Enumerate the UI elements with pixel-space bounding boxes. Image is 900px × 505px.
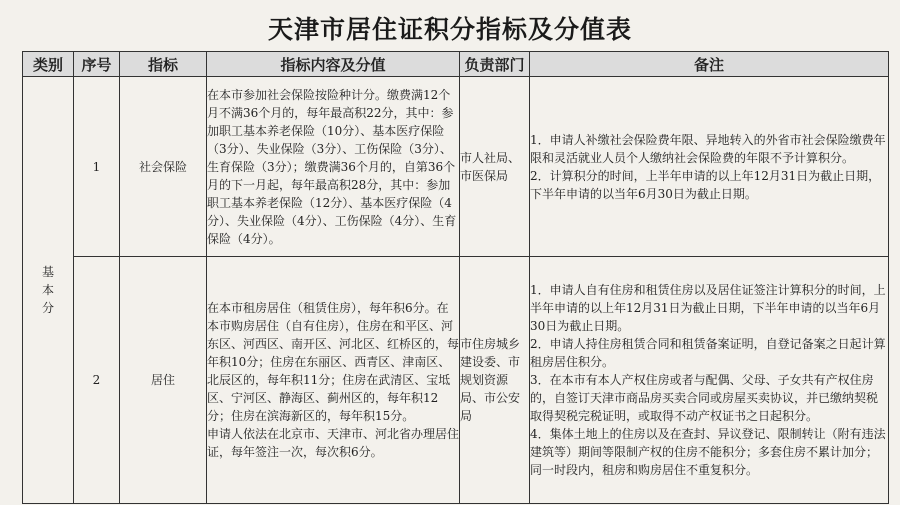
- table-row: [23, 77, 889, 257]
- seq-cell: 1: [74, 77, 120, 257]
- header-seq: 序号: [74, 52, 120, 77]
- content-text: 在本市参加社会保险按险种计分。缴费满12个月不满36个月的，每年最高积22分，其中：参加职工基本养老保险（10分）、基本医疗保险（3分）、失业保险（3分）、工伤保险（3分）、生育保险（3分）；缴费满36个月的，自第36个月的下一月起，每年最高积28分，其中：参加职工基本养老保险（12分）、基本医疗保险（4分）、失业保险（4分）、工伤保险（4分）、生育保险（4分）。: [207, 87, 457, 246]
- content-cell: [207, 257, 460, 504]
- content-text: 在本市租房居住（租赁住房），每年积6分。在本市购房居住（自有住房），住房在和平区、河东区、河西区、南开区、河北区、红桥区的，每年积10分；住房在东丽区、西青区、津南区、北辰区的，每年积11分；住房在武清区、宝坻区、宁河区、静海区、蓟州区的，每年积12分；住房在滨海新区的，每年积15分。: [207, 301, 460, 423]
- indicator-cell: 社会保险: [120, 77, 207, 257]
- note-item: 2．申请人持住房租赁合同和租赁备案证明，自登记备案之日起计算租房居住积分。: [530, 337, 886, 369]
- note-cell: [530, 257, 889, 504]
- score-table: [22, 51, 889, 504]
- table-header-row: [23, 52, 889, 77]
- note-item: 1．申请人自有住房和租赁住房以及居住证签注计算积分的时间，上半年申请的以上年12月31日为截止日期，下半年申请的以当年6月30日为截止日期。: [530, 283, 886, 333]
- note-item: 1．申请人补缴社会保险费年限、异地转入的外省市社会保险缴费年限和灵活就业人员个人缴纳社会保险费的年限不予计算积分。: [530, 132, 886, 165]
- table-row: [23, 257, 889, 504]
- indicator-cell: 居住: [120, 257, 207, 504]
- category-char: 分: [41, 301, 54, 315]
- dept-cell: 市住房城乡建设委、市规划资源局、市公安局: [460, 257, 530, 504]
- header-note: 备注: [530, 52, 889, 77]
- header-indicator: 指标: [120, 52, 207, 77]
- document-title: 天津市居住证积分指标及分值表: [267, 15, 632, 44]
- category-cell: [23, 77, 74, 504]
- seq-cell: 2: [74, 257, 120, 504]
- note-item: 3．在本市有本人产权住房或者与配偶、父母、子女共有产权住房的，自签订天津市商品房买卖合同或房屋买卖协议，并已缴纳契税取得契税完税证明，或取得不动产权证书之日起积分。: [530, 373, 879, 423]
- content-text: 申请人依法在北京市、天津市、河北省办理居住证，每年签注一次，每次积6分。: [207, 427, 460, 459]
- note-item: 4．集体土地上的住房以及在查封、异议登记、限制转让（附有违法建筑等）期间等限制产权的住房不能积分；多套住房不累计加分；同一时段内，租房和购房居住不重复积分。: [530, 427, 886, 477]
- header-content: 指标内容及分值: [207, 52, 460, 77]
- header-dept: 负责部门: [460, 52, 530, 77]
- note-cell: [530, 77, 889, 257]
- category-char: 本: [41, 283, 54, 297]
- content-cell: [207, 77, 460, 257]
- note-item: 2．计算积分的时间，上半年申请的以上年12月31日为截止日期，下半年申请的以当年6月30日为截止日期。: [530, 168, 881, 201]
- header-category: 类别: [23, 52, 74, 77]
- dept-cell: 市人社局、市医保局: [460, 77, 530, 257]
- category-char: 基: [41, 265, 54, 279]
